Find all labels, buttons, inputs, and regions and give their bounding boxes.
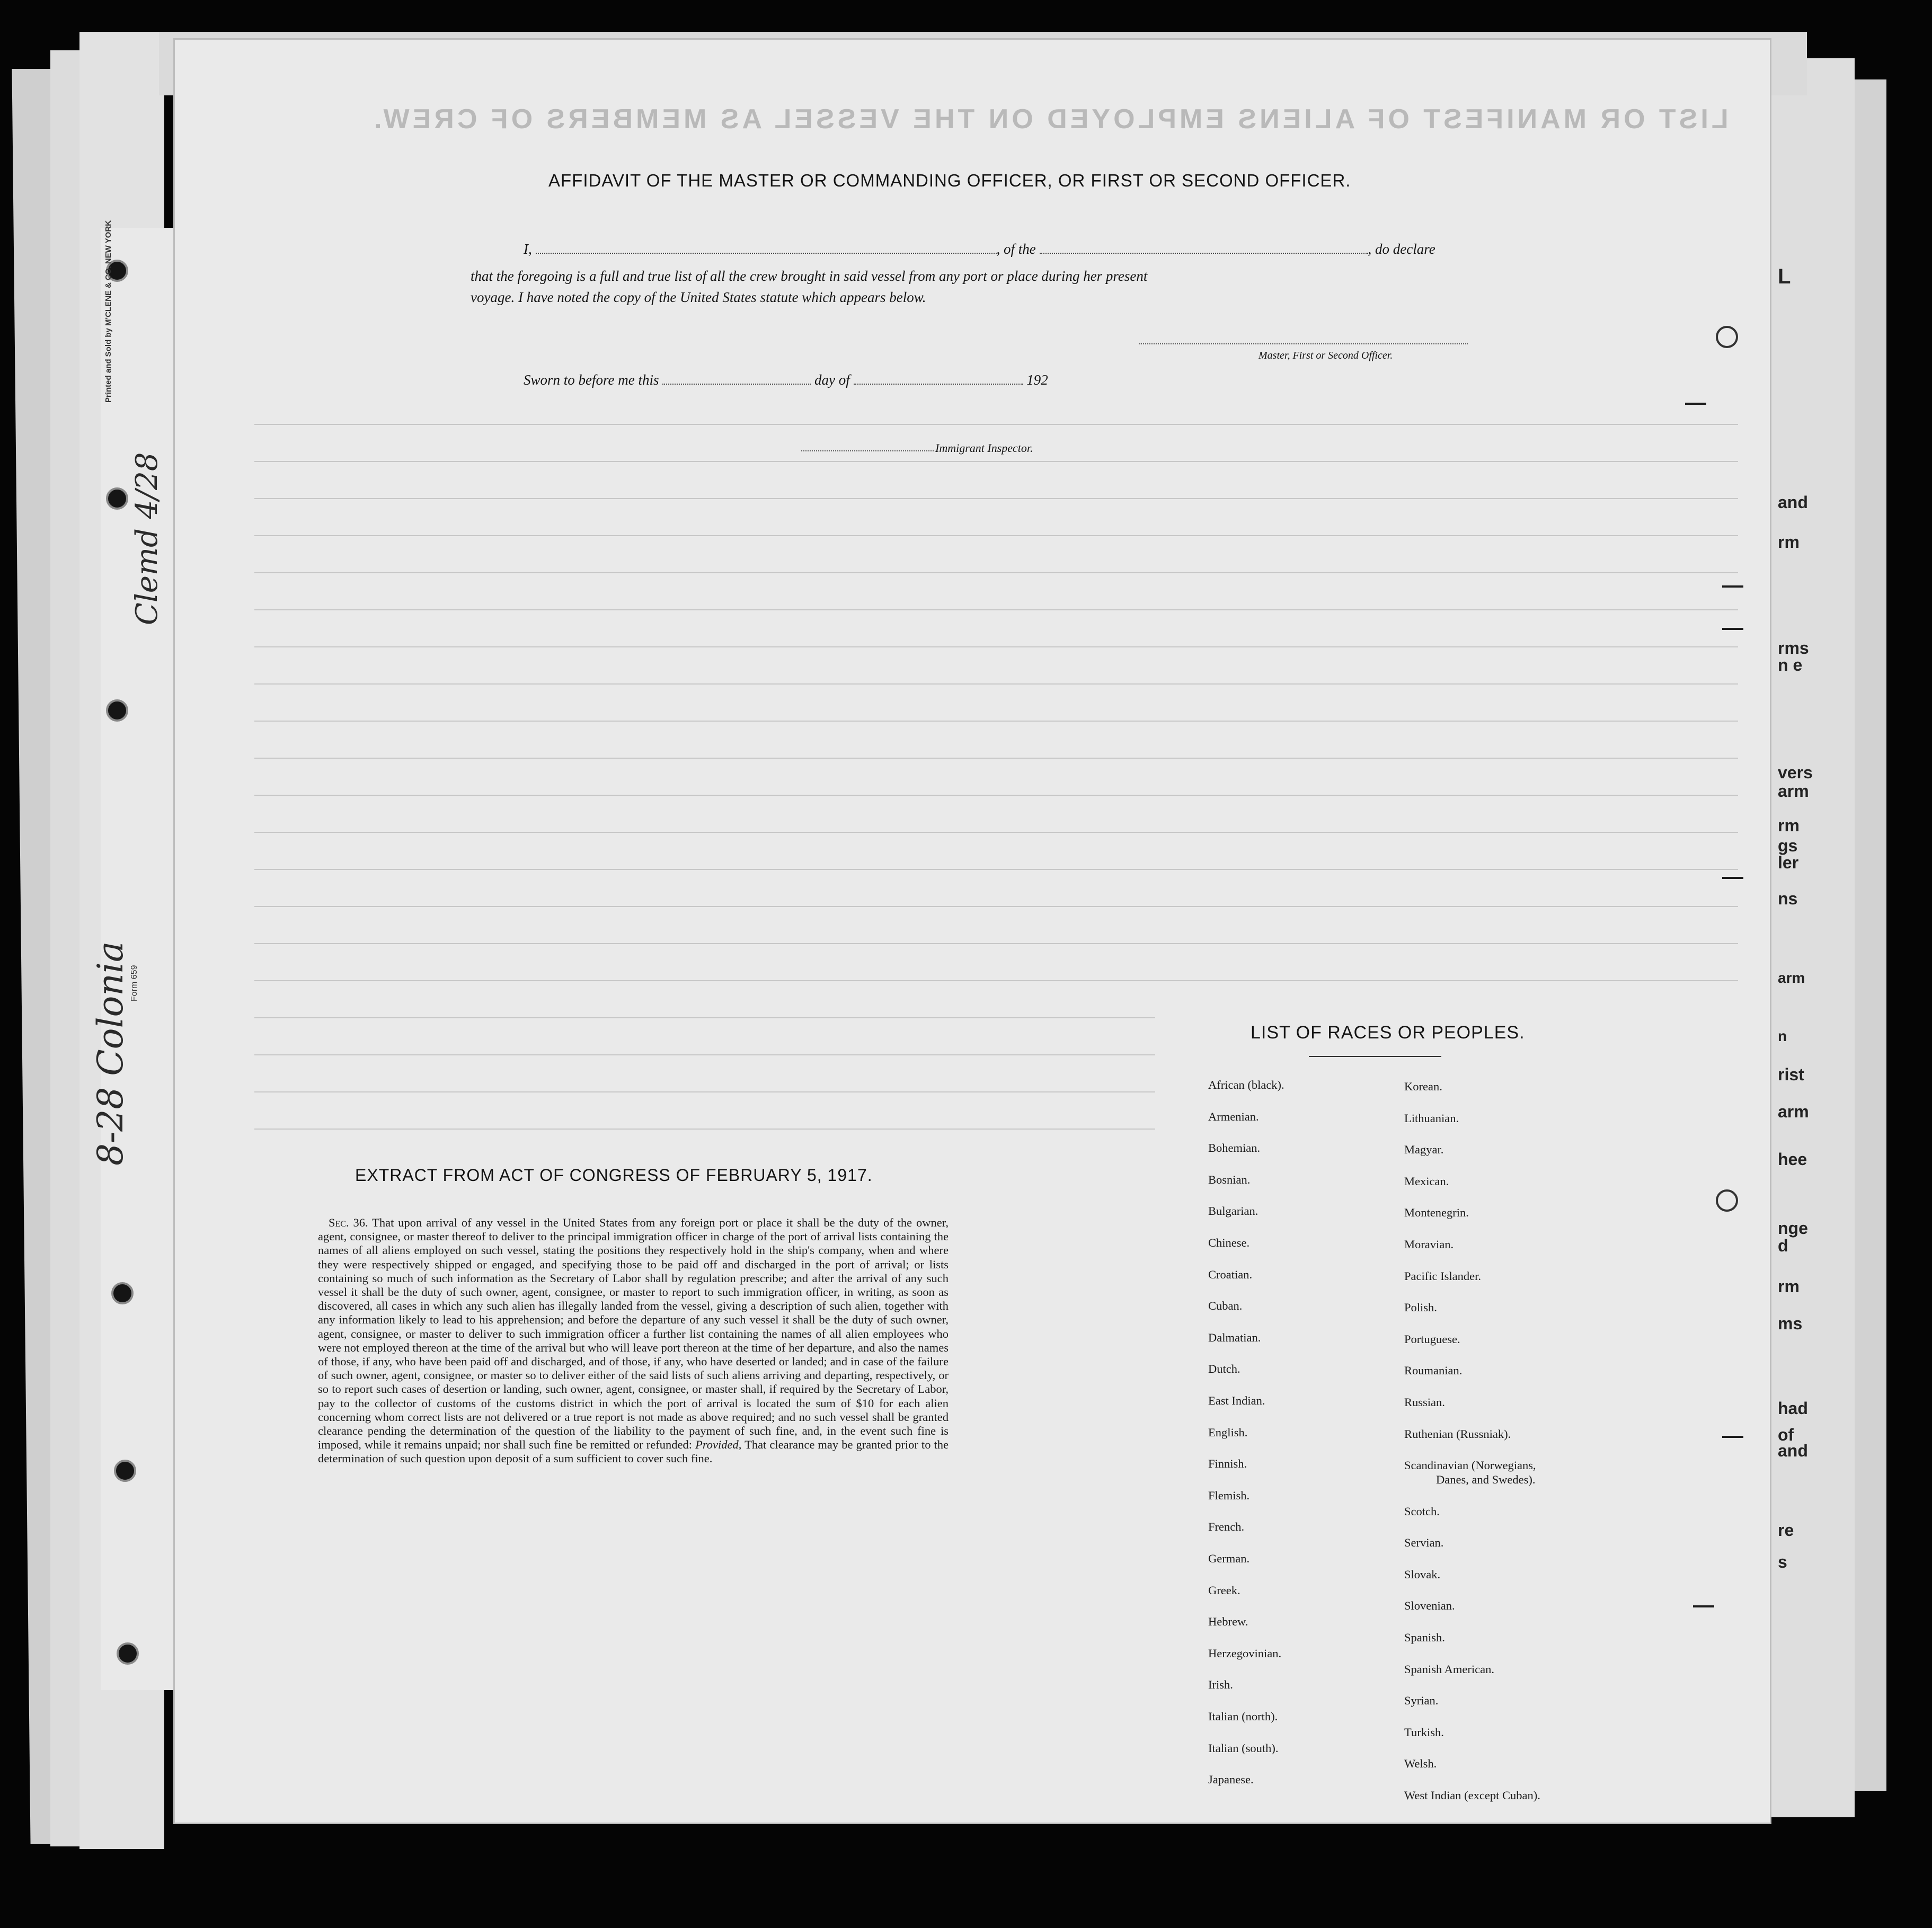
race-item: Portuguese. bbox=[1404, 1332, 1460, 1346]
affidavit-line-1 bbox=[524, 241, 1435, 257]
affidavit-line-2: that the foregoing is a full and true list of all the crew brought in said vessel from any port or place during her present bbox=[471, 268, 1148, 284]
margin-fragment: rm bbox=[1778, 1277, 1800, 1296]
act-title: EXTRACT FROM ACT OF CONGRESS OF FEBRUARY 5, 1917. bbox=[355, 1166, 873, 1185]
margin-fragment: rms bbox=[1778, 638, 1809, 658]
vessel-field[interactable] bbox=[1040, 253, 1368, 254]
race-item: Italian (north). bbox=[1208, 1710, 1278, 1723]
margin-tick bbox=[1722, 1436, 1743, 1438]
races-title: LIST OF RACES OR PEOPLES. bbox=[1251, 1023, 1525, 1043]
bleed-rule bbox=[254, 906, 1738, 907]
race-item: Chinese. bbox=[1208, 1236, 1250, 1249]
margin-fragment: gs bbox=[1778, 836, 1798, 855]
margin-fragment: of bbox=[1778, 1425, 1794, 1444]
margin-fragment: and bbox=[1778, 493, 1808, 512]
margin-fragment: n e bbox=[1778, 655, 1803, 674]
race-item: African (black). bbox=[1208, 1078, 1284, 1091]
race-item: Finnish. bbox=[1208, 1457, 1247, 1471]
race-item: German. bbox=[1208, 1552, 1250, 1565]
bleed-rule bbox=[254, 758, 1738, 759]
margin-fragment: d bbox=[1778, 1236, 1788, 1255]
race-item: Montenegrin. bbox=[1404, 1206, 1469, 1220]
bleed-rule bbox=[254, 609, 1738, 610]
margin-fragment: s bbox=[1778, 1552, 1787, 1571]
race-item: Dalmatian. bbox=[1208, 1330, 1261, 1344]
margin-fragment: L bbox=[1778, 265, 1791, 288]
bleed-rule bbox=[254, 795, 1738, 796]
race-item: Magyar. bbox=[1404, 1143, 1444, 1157]
bleed-rule bbox=[254, 535, 1738, 536]
race-item: Welsh. bbox=[1404, 1757, 1437, 1771]
act-body: That upon arrival of any vessel in the United States from any foreign port or place it shall be the duty of the owner, agent, consignee, or master thereof to deliver to the principal immigration officer in charge of the port of arrival lists containing the names of all aliens employed on such vessel, stating the positions they respectively hold in the ship's company, when and where they were respectively shipped or engaged, and specifying those to be paid off and discharged in the port of arrival; or lists containing so much of such information as the Secretary of Labor shall by regulation prescribe; and after the arrival of any such vessel it shall be the duty of such owner, agent, consignee, or master to report to such immigration officer, in writing, as soon as discovered, all cases in which any such alien has illegally landed from the vessel, giving a description of such alien, together with any information likely to lead to his apprehension; and before the departure of any such vessel it shall be the duty of such owner, agent, consignee, or master to deliver to such immigration officer a further list containing the names of all alien employees who were not employed thereon at the time of the arrival but who will leave port thereon at the time of her departure, and also the names of those, if any, who have been paid off and discharged, and of those, if any, who have deserted or landed; and in case of the failure of such owner, agent, consignee, or master so to deliver either of the said lists of such aliens arriving and departing, respectively, or so to report such cases of desertion or landing, such owner, agent, consignee, or master shall, if required by the Secretary of Labor, pay to the collector of customs of the customs district in which the port of arrival is located the sum of $10 for each alien concerning whom correct lists are not delivered or a true report is not made as above required; and no such vessel shall be granted clearance pending the determination of the question of the liability to the payment of such fine, and, in the event such fine is imposed, while it remains unpaid; nor shall such fine be remitted or refunded: bbox=[318, 1216, 949, 1452]
margin-tick bbox=[1693, 1605, 1714, 1607]
inspector-line[interactable] bbox=[801, 450, 934, 451]
bleed-rule bbox=[254, 832, 1738, 833]
margin-fragment: had bbox=[1778, 1399, 1808, 1418]
punch-hole bbox=[106, 487, 128, 510]
margin-tick bbox=[1722, 628, 1743, 630]
margin-fragment: arm bbox=[1778, 781, 1809, 801]
margin-fragment: ns bbox=[1778, 889, 1798, 908]
margin-fragment: vers bbox=[1778, 763, 1813, 782]
act-section: Sec. 36. bbox=[329, 1216, 368, 1229]
name-field[interactable] bbox=[536, 253, 997, 254]
race-item: West Indian (except Cuban). bbox=[1404, 1789, 1540, 1802]
race-item: French. bbox=[1208, 1520, 1245, 1534]
punch-hole bbox=[1716, 326, 1738, 348]
act-body-end: That clearance may be granted prior to the determination of such question upon deposit of a sum sufficient to cover such fine. bbox=[318, 1438, 949, 1465]
race-item: Spanish. bbox=[1404, 1631, 1445, 1645]
printer-imprint: Printed and Sold by M'CLENE & CO. NEW YORK bbox=[104, 220, 113, 403]
race-item: Japanese. bbox=[1208, 1773, 1254, 1787]
margin-fragment: ms bbox=[1778, 1314, 1803, 1333]
race-item: Irish. bbox=[1208, 1678, 1233, 1692]
race-item: Herzegovinian. bbox=[1208, 1646, 1282, 1660]
race-item: Armenian. bbox=[1208, 1109, 1259, 1123]
punch-hole bbox=[106, 699, 128, 722]
race-item: Mexican. bbox=[1404, 1174, 1449, 1188]
sworn-prefix: Sworn to before me this bbox=[524, 372, 659, 388]
race-item: Syrian. bbox=[1404, 1694, 1439, 1708]
punch-hole bbox=[117, 1642, 139, 1665]
race-item: Turkish. bbox=[1404, 1725, 1444, 1739]
bleed-rule bbox=[254, 1129, 1155, 1130]
race-item: Pacific Islander. bbox=[1404, 1269, 1481, 1283]
race-item: Servian. bbox=[1404, 1536, 1444, 1550]
race-item: Moravian. bbox=[1404, 1238, 1454, 1251]
affidavit-line-3: voyage. I have noted the copy of the United States statute which appears below. bbox=[471, 289, 926, 305]
handwritten-vessel: 8-28 Colonia bbox=[90, 941, 131, 1166]
race-item: Ruthenian (Russniak). bbox=[1404, 1427, 1511, 1441]
margin-tick bbox=[1685, 403, 1706, 405]
race-item: Hebrew. bbox=[1208, 1615, 1248, 1629]
bleed-rule bbox=[254, 461, 1738, 462]
margin-fragment: arm bbox=[1778, 1102, 1809, 1121]
race-item: Croatian. bbox=[1208, 1267, 1253, 1281]
bleed-rule bbox=[254, 980, 1738, 981]
signature-line[interactable] bbox=[1139, 343, 1468, 344]
act-provided: Provided, bbox=[695, 1438, 742, 1452]
race-item: Lithuanian. bbox=[1404, 1111, 1459, 1125]
bleed-rule bbox=[254, 1054, 1155, 1055]
race-item: Bohemian. bbox=[1208, 1141, 1261, 1155]
margin-fragment: rm bbox=[1778, 816, 1800, 835]
affidavit-i: I, bbox=[524, 241, 532, 257]
bleed-rule bbox=[254, 721, 1738, 722]
race-item: Flemish. bbox=[1208, 1488, 1250, 1502]
margin-fragment: hee bbox=[1778, 1150, 1807, 1169]
sworn-month-field[interactable] bbox=[854, 384, 1023, 385]
margin-fragment: and bbox=[1778, 1441, 1808, 1460]
margin-tick bbox=[1722, 585, 1743, 588]
race-item: Russian. bbox=[1404, 1396, 1445, 1409]
race-item: Scotch. bbox=[1404, 1504, 1440, 1518]
handwritten-date: Clemd 4/28 bbox=[130, 452, 164, 625]
race-item: Greek. bbox=[1208, 1583, 1240, 1597]
inspector-label: Immigrant Inspector. bbox=[935, 441, 1033, 455]
affidavit-declare: , do declare bbox=[1368, 241, 1435, 257]
margin-fragment: n bbox=[1778, 1028, 1787, 1044]
margin-fragment: ler bbox=[1778, 853, 1799, 872]
punch-hole bbox=[1716, 1189, 1738, 1212]
punch-hole bbox=[114, 1460, 136, 1482]
bleed-rule bbox=[254, 572, 1738, 573]
bleed-through-header: LIST OR MANIFEST OF ALIENS EMPLOYED ON THE VESSEL AS MEMBERS OF CREW. bbox=[371, 104, 1729, 135]
race-item: Cuban. bbox=[1208, 1299, 1243, 1313]
signature-label: Master, First or Second Officer. bbox=[1259, 350, 1393, 361]
race-item: Italian (south). bbox=[1208, 1741, 1279, 1755]
margin-fragment: rist bbox=[1778, 1065, 1804, 1084]
bleed-rule bbox=[254, 646, 1738, 647]
punch-hole bbox=[111, 1282, 134, 1304]
margin-fragment: re bbox=[1778, 1521, 1794, 1540]
race-item: Slovenian. bbox=[1404, 1599, 1455, 1613]
races-title-rule bbox=[1309, 1056, 1441, 1057]
race-item: Dutch. bbox=[1208, 1362, 1240, 1376]
bleed-rule bbox=[254, 683, 1738, 685]
sworn-day-of: day of bbox=[814, 372, 850, 388]
race-item: English. bbox=[1208, 1425, 1248, 1439]
bleed-rule bbox=[254, 869, 1738, 870]
form-number: Form 659 bbox=[130, 965, 139, 1001]
bleed-rule bbox=[254, 498, 1738, 499]
race-item: Polish. bbox=[1404, 1301, 1437, 1314]
sworn-line bbox=[524, 372, 1048, 388]
bleed-rule bbox=[254, 1017, 1155, 1018]
race-item: Korean. bbox=[1404, 1080, 1442, 1093]
race-item: Bosnian. bbox=[1208, 1172, 1251, 1186]
margin-tick bbox=[1722, 877, 1743, 879]
race-item: Spanish American. bbox=[1404, 1662, 1494, 1676]
race-item: East Indian. bbox=[1208, 1394, 1265, 1407]
bleed-rule bbox=[254, 943, 1738, 944]
bleed-rule bbox=[254, 424, 1738, 425]
margin-fragment: rm bbox=[1778, 532, 1800, 552]
affidavit-of-the: , of the bbox=[996, 241, 1036, 257]
race-item: Danes, and Swedes). bbox=[1436, 1473, 1536, 1487]
race-item: Slovak. bbox=[1404, 1567, 1441, 1581]
race-item: Bulgarian. bbox=[1208, 1204, 1259, 1218]
act-text bbox=[318, 1216, 949, 1466]
sworn-year: 192 bbox=[1026, 372, 1048, 388]
sworn-day-field[interactable] bbox=[662, 384, 811, 385]
manifest-sheet bbox=[175, 40, 1770, 1823]
margin-fragment: arm bbox=[1778, 970, 1805, 986]
bleed-rule bbox=[254, 1091, 1155, 1092]
race-item: Scandinavian (Norwegians, bbox=[1404, 1459, 1536, 1472]
margin-fragment: nge bbox=[1778, 1219, 1808, 1238]
race-item: Roumanian. bbox=[1404, 1364, 1463, 1378]
affidavit-title: AFFIDAVIT OF THE MASTER OR COMMANDING OFFICER, OR FIRST OR SECOND OFFICER. bbox=[548, 171, 1351, 190]
